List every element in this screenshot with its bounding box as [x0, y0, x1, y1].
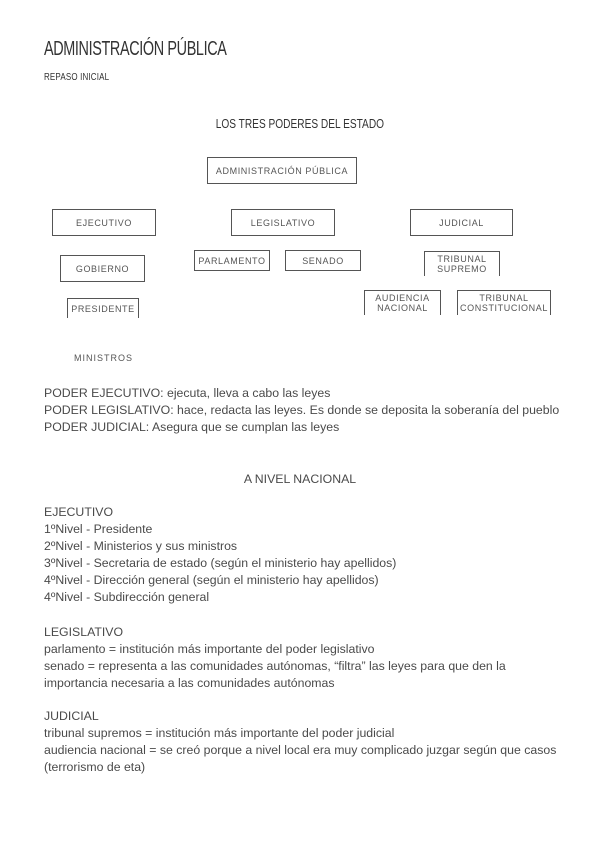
parlamento-box: PARLAMENTO [194, 250, 270, 271]
tribunal-constitucional-line2: CONSTITUCIONAL [460, 303, 548, 313]
judicial-item: tribunal supremos = institución más importante del poder judicial [44, 726, 395, 740]
ejecutivo-box: EJECUTIVO [52, 209, 156, 236]
audiencia-nacional-box [364, 290, 441, 315]
judicial-section [44, 708, 564, 776]
judicial-item: audiencia nacional = se creó porque a nivel local era muy complicado juzgar según que casos (terrorismo de eta) [44, 743, 557, 774]
diagram-heading [0, 116, 600, 131]
page-title: ADMINISTRACIÓN PÚBLICA [44, 38, 227, 60]
ejecutivo-item: 4ºNivel - Subdirección general [44, 590, 210, 604]
tribunal-supremo-line1: TRIBUNAL [437, 254, 487, 264]
page-subtitle: REPASO INICIAL [44, 72, 110, 83]
ejecutivo-heading: EJECUTIVO [44, 505, 114, 519]
definition-legislativo: PODER LEGISLATIVO: hace, redacta las leyes. Es donde se deposita la soberanía del pueblo [44, 403, 560, 417]
audiencia-nacional-line1: AUDIENCIA [375, 293, 430, 303]
tribunal-constitucional-box [457, 290, 551, 315]
root-box: ADMINISTRACIÓN PÚBLICA [207, 157, 357, 184]
tribunal-supremo-box [424, 251, 500, 276]
ejecutivo-section [44, 504, 564, 606]
presidente-box: PRESIDENTE [67, 298, 139, 318]
judicial-heading: JUDICIAL [44, 709, 99, 723]
ministros-label: MINISTROS [74, 353, 134, 363]
tribunal-constitucional-line1: TRIBUNAL [479, 293, 529, 303]
definition-ejecutivo: PODER EJECUTIVO: ejecuta, lleva a cabo las leyes [44, 386, 331, 400]
legislativo-item: parlamento = institución más importante del poder legislativo [44, 642, 375, 656]
ejecutivo-item: 1ºNivel - Presidente [44, 522, 153, 536]
diagram-heading-text: LOS TRES PODERES DEL ESTADO [215, 116, 385, 131]
legislativo-box: LEGISLATIVO [231, 209, 335, 236]
gobierno-box: GOBIERNO [60, 255, 145, 282]
tribunal-supremo-line2: SUPREMO [437, 264, 487, 274]
judicial-box: JUDICIAL [410, 209, 513, 236]
definitions-block [44, 385, 564, 436]
definition-judicial: PODER JUDICIAL: Asegura que se cumplan las leyes [44, 420, 340, 434]
ejecutivo-item: 4ºNivel - Dirección general (según el ministerio hay apellidos) [44, 573, 379, 587]
ejecutivo-item: 3ºNivel - Secretaria de estado (según el ministerio hay apellidos) [44, 556, 397, 570]
audiencia-nacional-line2: NACIONAL [377, 303, 428, 313]
nivel-heading: A NIVEL NACIONAL [243, 472, 357, 486]
senado-box: SENADO [285, 250, 361, 271]
legislativo-heading: LEGISLATIVO [44, 625, 124, 639]
ejecutivo-item: 2ºNivel - Ministerios y sus ministros [44, 539, 238, 553]
legislativo-section [44, 624, 564, 692]
legislativo-item: senado = representa a las comunidades autónomas, “filtra” las leyes para que den la importancia necesaria a las comunidades autónomas [44, 659, 506, 690]
